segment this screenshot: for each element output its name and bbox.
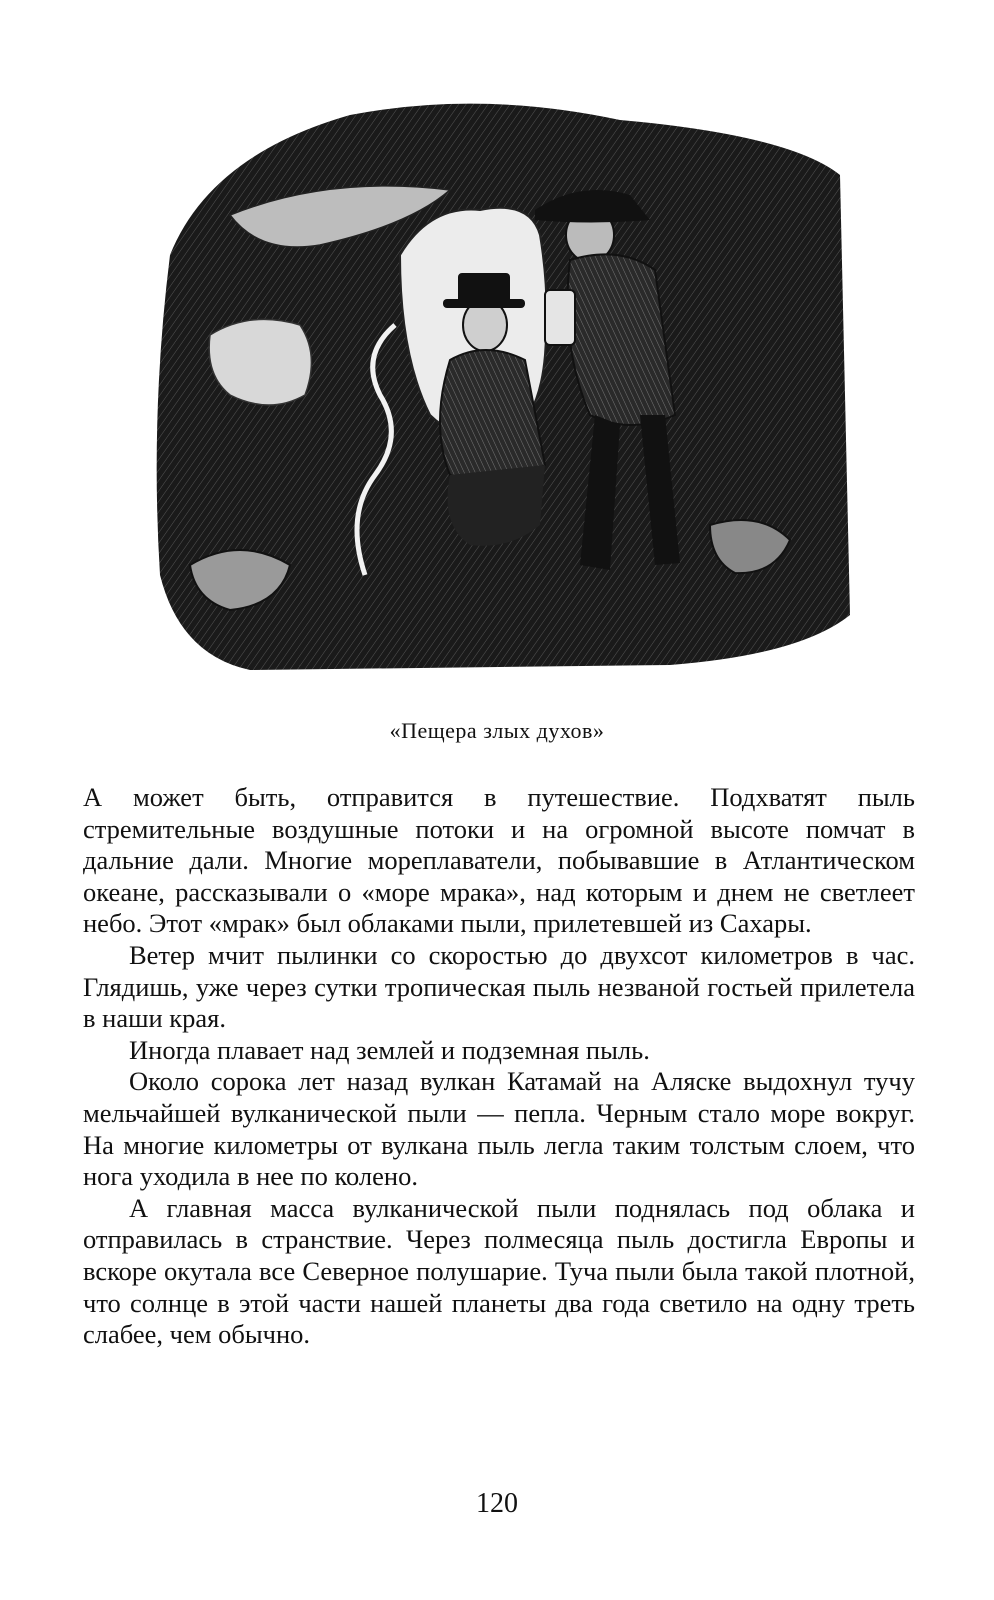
paragraph: Около сорока лет назад вулкан Катамай на Аляске выдохнул тучу мельчайшей вулканической пыли — пепла. Черным стало море вокруг. На многие километры от вулкана пыль легла таким толстым слоем, что нога уходила в нее по колено.: [83, 1066, 915, 1192]
page-number: 120: [476, 1488, 518, 1519]
paragraph: Ветер мчит пылинки со скоростью до двухсот километров в час. Глядишь, уже через сутки тропическая пыль незваной гостьей прилетела в наши края.: [83, 939, 915, 1034]
paragraph: А может быть, отправится в путешествие. Подхватят пыль стремительные воздушные потоки и на огромной высоте помчат в дальние дали. Многие мореплаватели, побывавшие в Атлантическом океане, рассказывали о «море мрака», над которым и днем не светлеет небо. Этот «мрак» был облаками пыли, прилетевшей из Сахары.: [83, 782, 915, 939]
illustration-caption: «Пещера злых духов»: [389, 718, 605, 743]
body-text: [83, 782, 915, 1351]
cave-illustration: [150, 95, 850, 675]
paragraph: Иногда плавает над землей и подземная пыль.: [129, 1034, 650, 1065]
paragraph: А главная масса вулканической пыли поднялась под облака и отправилась в странствие. Через полмесяца пыль достигла Европы и вскоре окутала все Северное полушарие. Туча пыли была такой плотной, что солнце в этой части нашей планеты два года светило на одну треть слабее, чем обычно.: [83, 1192, 915, 1350]
